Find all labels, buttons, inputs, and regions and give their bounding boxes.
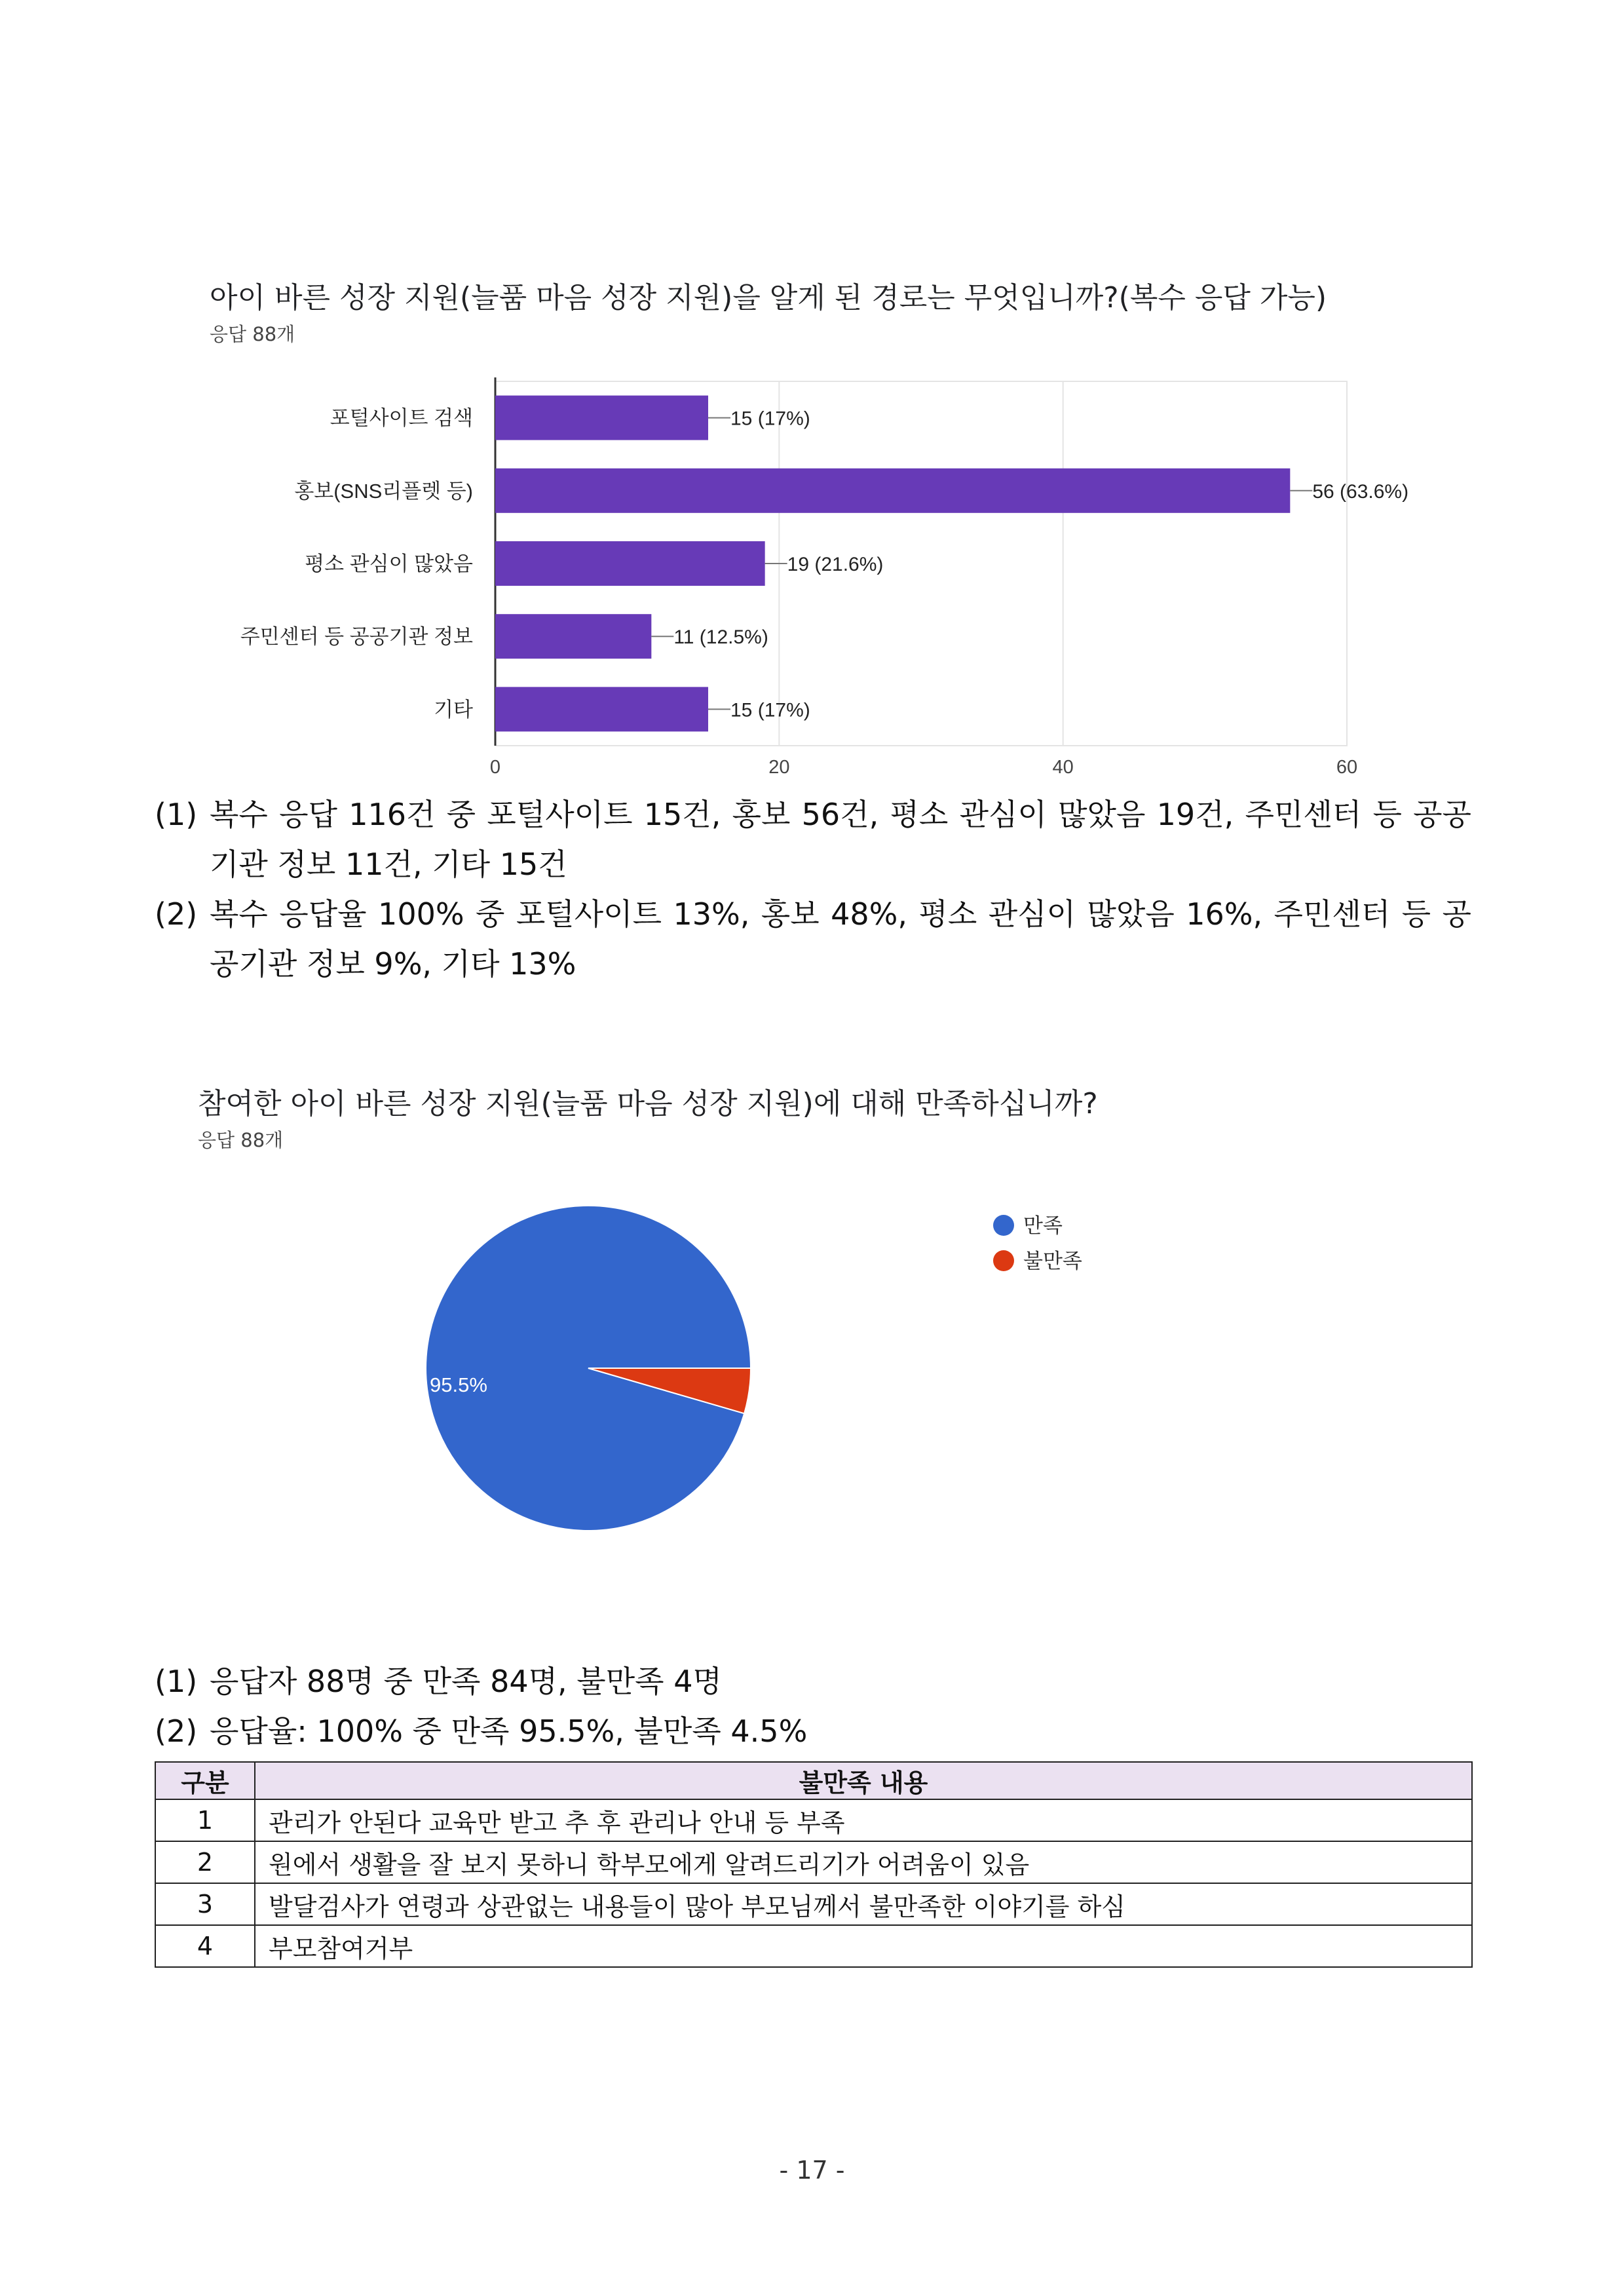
summary-1-item-text: 복수 응답 116건 중 포털사이트 15건, 홍보 56건, 평소 관심이 많았음 19건, 주민센터 등 공공기관 정보 11건, 기타 15건 [210, 797, 1471, 882]
table-header-no: 구분 [155, 1762, 255, 1799]
page-number: - 17 - [779, 2156, 845, 2185]
x-tick-label: 60 [1336, 757, 1358, 778]
summary-2-item [155, 1656, 807, 1706]
data-label: 15 (17%) [730, 699, 810, 721]
summary-2-item-num: (2) [155, 1713, 198, 1749]
summary-2-item-text: 응답율: 100% 중 만족 95.5%, 불만족 4.5% [210, 1713, 808, 1749]
q1-response-count: 응답 88개 [210, 323, 295, 345]
category-label: 주민센터 등 공공기관 정보 [240, 625, 473, 649]
q2-title: 참여한 아이 바른 성장 지원(늘품 마음 성장 지원)에 대해 만족하십니까? [198, 1087, 1098, 1120]
table-cell-no: 2 [155, 1841, 255, 1883]
table-header-row [155, 1762, 1472, 1799]
table-row [155, 1799, 1472, 1841]
table-cell-no: 4 [155, 1925, 255, 1967]
bar [495, 541, 765, 586]
table-cell-text: 부모참여거부 [255, 1925, 1472, 1967]
legend-swatch [993, 1250, 1014, 1271]
x-tick-label: 40 [1052, 757, 1074, 778]
bar [495, 396, 708, 440]
data-label: 15 (17%) [730, 408, 810, 430]
table-header-content: 불만족 내용 [255, 1762, 1472, 1799]
legend-label: 만족 [1023, 1214, 1063, 1237]
bar [495, 469, 1290, 513]
pie-slice-label: 95.5% [430, 1373, 487, 1396]
legend-label: 불만족 [1023, 1250, 1082, 1272]
q1-bar-chart [0, 367, 1624, 799]
table-cell-text: 관리가 안된다 교육만 받고 추 후 관리나 안내 등 부족 [255, 1799, 1472, 1841]
table-row [155, 1841, 1472, 1883]
summary-2-item [155, 1706, 807, 1756]
table-cell-text: 발달검사가 연령과 상관없는 내용들이 많아 부모님께서 불만족한 이야기를 하심 [255, 1883, 1472, 1925]
summary-2-item-text: 응답자 88명 중 만족 84명, 불만족 4명 [210, 1664, 722, 1699]
q2-pie-chart [0, 1179, 1624, 1559]
summary-1-item [155, 889, 1471, 989]
table-cell-text: 원에서 생활을 잘 보지 못하니 학부모에게 알려드리기가 어려움이 있음 [255, 1841, 1472, 1883]
summary-1-item-num: (2) [155, 896, 198, 932]
summary-1-item-num: (1) [155, 797, 198, 832]
summary-1 [155, 790, 1471, 989]
table-cell-no: 1 [155, 1799, 255, 1841]
data-label: 19 (21.6%) [787, 554, 884, 575]
summary-1-item [155, 790, 1471, 889]
table-row [155, 1883, 1472, 1925]
category-label: 평소 관심이 많았음 [305, 552, 473, 575]
data-label: 56 (63.6%) [1312, 480, 1409, 503]
category-label: 기타 [434, 698, 473, 721]
category-label: 홍보(SNS리플렛 등) [294, 479, 473, 503]
q2-response-count: 응답 88개 [198, 1129, 284, 1151]
bar [495, 614, 651, 659]
bar [495, 687, 708, 731]
category-label: 포털사이트 검색 [330, 406, 473, 430]
legend-swatch [993, 1215, 1014, 1236]
q1-title: 아이 바른 성장 지원(늘품 마음 성장 지원)을 알게 된 경로는 무엇입니까?(복수 응답 가능) [210, 281, 1327, 315]
x-tick-label: 20 [768, 757, 790, 778]
summary-2 [155, 1656, 807, 1756]
summary-1-item-text: 복수 응답율 100% 중 포털사이트 13%, 홍보 48%, 평소 관심이 많았음 16%, 주민센터 등 공공기관 정보 9%, 기타 13% [210, 896, 1471, 982]
table-row [155, 1925, 1472, 1967]
summary-2-item-num: (1) [155, 1664, 198, 1699]
x-tick-label: 0 [489, 757, 501, 778]
table-cell-no: 3 [155, 1883, 255, 1925]
dissatisfaction-table [155, 1761, 1473, 1968]
data-label: 11 (12.5%) [673, 626, 768, 649]
